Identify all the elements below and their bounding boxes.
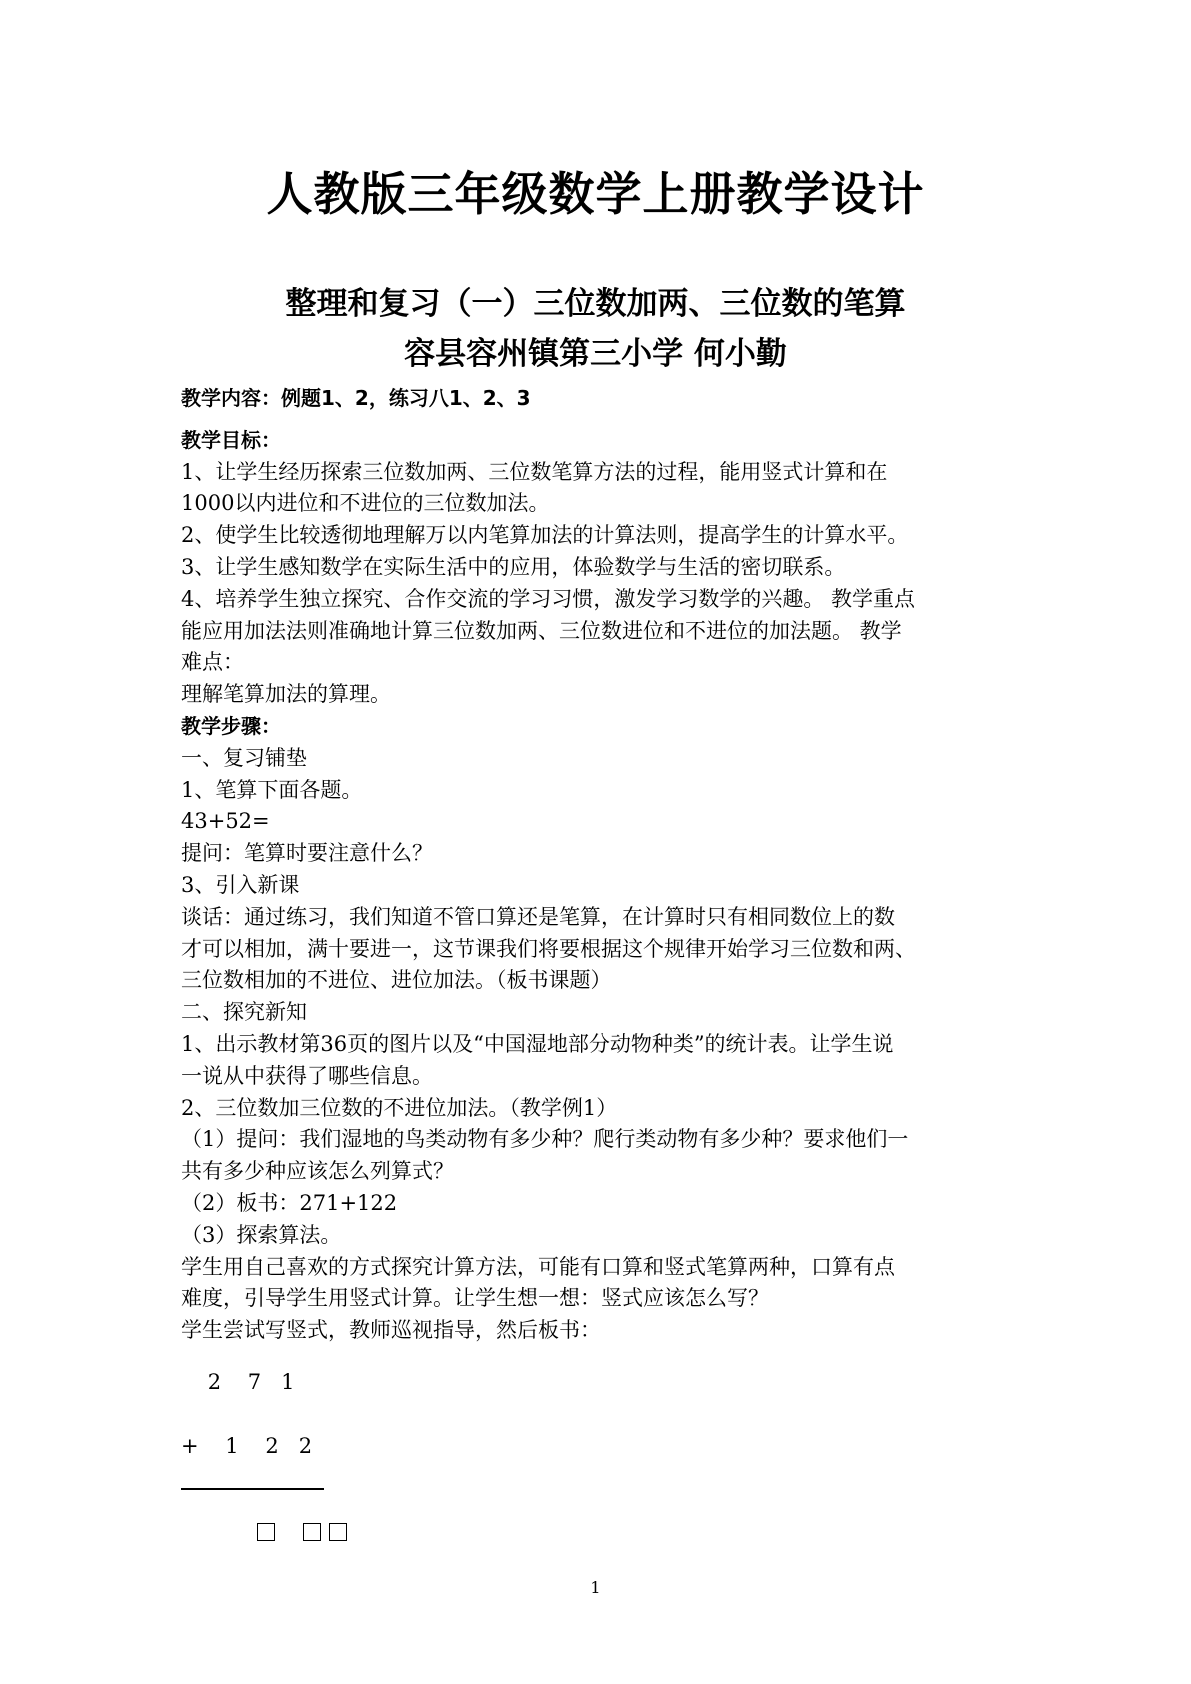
objective-line: 1、让学生经历探索三位数加两、三位数笔算方法的过程，能用竖式计算和在 [181, 459, 888, 484]
step-line: 一说从中获得了哪些信息。 [181, 1063, 433, 1088]
content-line: 教学内容：例题1、2，练习八1、2、3 [181, 386, 531, 410]
step-line: 谈话：通过练习，我们知道不管口算还是笔算，在计算时只有相同数位上的数 [181, 904, 895, 929]
addend-row-1: 2 7 1 [181, 1370, 295, 1394]
objectives-list [181, 457, 1021, 711]
objective-line: 2、使学生比较透彻地理解万以内笔算加法的计算法则，提高学生的计算水平。 [181, 523, 909, 548]
step-line: （1）提问：我们湿地的鸟类动物有多少种？爬行类动物有多少种？要求他们一 [181, 1127, 909, 1152]
step-line: 一、复习铺垫 [181, 745, 307, 770]
step-line: 提问：笔算时要注意什么？ [181, 841, 433, 866]
lesson-subtitle: 整理和复习（一）三位数加两、三位数的笔算 [285, 286, 906, 322]
objectives-heading: 教学目标： [181, 427, 281, 452]
document-body [181, 383, 1021, 1347]
step-line: 学生尝试写竖式，教师巡视指导，然后板书： [181, 1318, 601, 1343]
objective-line: 理解笔算加法的算理。 [181, 682, 391, 707]
step-line: 难度，引导学生用竖式计算。让学生想一想：竖式应该怎么写？ [181, 1286, 769, 1311]
step-line: 三位数相加的不进位、进位加法。（板书课题） [181, 968, 612, 993]
steps-list [181, 743, 1021, 1347]
addend-row-2: + 1 2 2 [181, 1434, 313, 1458]
step-line: 3、引入新课 [181, 872, 300, 897]
steps-heading: 教学步骤： [181, 713, 281, 738]
objective-line: 4、培养学生独立探究、合作交流的学习习惯，激发学习数学的兴趣。 教学重点 [181, 586, 916, 611]
answer-box [303, 1523, 321, 1541]
step-line: 1、出示教材第36页的图片以及“中国湿地部分动物种类”的统计表。让学生说 [181, 1031, 894, 1056]
step-line: 学生用自己喜欢的方式探究计算方法，可能有口算和竖式笔算两种，口算有点 [181, 1254, 895, 1279]
objective-line: 能应用加法法则准确地计算三位数加两、三位数进位和不进位的加法题。 教学 [181, 618, 902, 643]
step-line: 2、三位数加三位数的不进位加法。（教学例1） [181, 1095, 618, 1120]
step-line: （3）探索算法。 [181, 1222, 342, 1247]
step-line: 二、探究新知 [181, 1000, 307, 1025]
step-line: 1、笔算下面各题。 [181, 777, 363, 802]
step-line: 43+52= [181, 809, 270, 834]
step-line: 共有多少种应该怎么列算式？ [181, 1159, 454, 1184]
page-number: 1 [590, 1578, 601, 1597]
objective-line: 3、让学生感知数学在实际生活中的应用，体验数学与生活的密切联系。 [181, 554, 846, 579]
author-line: 容县容州镇第三小学 何小勤 [404, 336, 787, 372]
page-title: 人教版三年级数学上册教学设计 [266, 167, 925, 221]
answer-box [257, 1523, 275, 1541]
answer-box [329, 1523, 347, 1541]
sum-line [181, 1488, 324, 1490]
objective-line: 难点： [181, 650, 244, 675]
objective-line: 1000以内进位和不进位的三位数加法。 [181, 491, 550, 516]
step-line: 才可以相加，满十要进一，这节课我们将要根据这个规律开始学习三位数和两、 [181, 936, 916, 961]
answer-boxes [181, 1494, 347, 1566]
step-line: （2）板书：271+122 [181, 1190, 398, 1215]
